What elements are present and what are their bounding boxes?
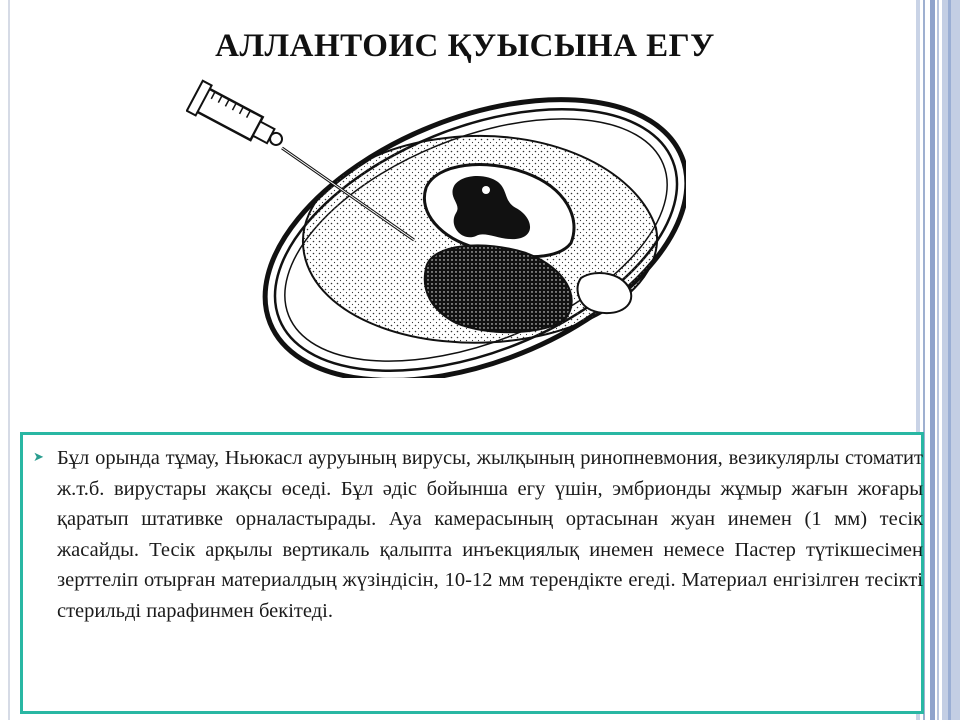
slide-title: АЛЛАНТОИС ҚУЫСЫНА ЕГУ	[215, 28, 715, 64]
right-decor-stripe	[937, 0, 939, 720]
right-decor-stripe	[930, 0, 935, 720]
body-paragraph: Бұл орында тұмау, Ньюкасл ауруының вирусы, жылқының ринопневмония, везикулярлы стоматит ж.т.б. вирустары жақсы өседі. Бұл әдіс бойынша егу үшін, эмбрионды жұмыр жағын жоғары қаратып штативке орналастырады. Ауа камерасының ортасынан жуан инемен (1 мм) тесік жасайды. Тесік арқылы вертикаль қалыпта инъекциялық инемен немесе Пастер түтікшесімен зерттеліп отырған материалдың жүзіндісін, 10-12 мм терендікте егеді. Материал енгізілген тесікті стерильді парафинмен бекітеді.	[57, 447, 923, 622]
embryo-eye	[482, 186, 490, 194]
body-text-box	[20, 432, 924, 714]
right-decor-stripe	[942, 0, 960, 720]
egg-injection-illustration	[186, 78, 686, 378]
right-decor-stripe	[948, 0, 951, 720]
arrow-bullet-icon: ➤	[33, 449, 44, 464]
left-decor-line	[8, 0, 10, 720]
